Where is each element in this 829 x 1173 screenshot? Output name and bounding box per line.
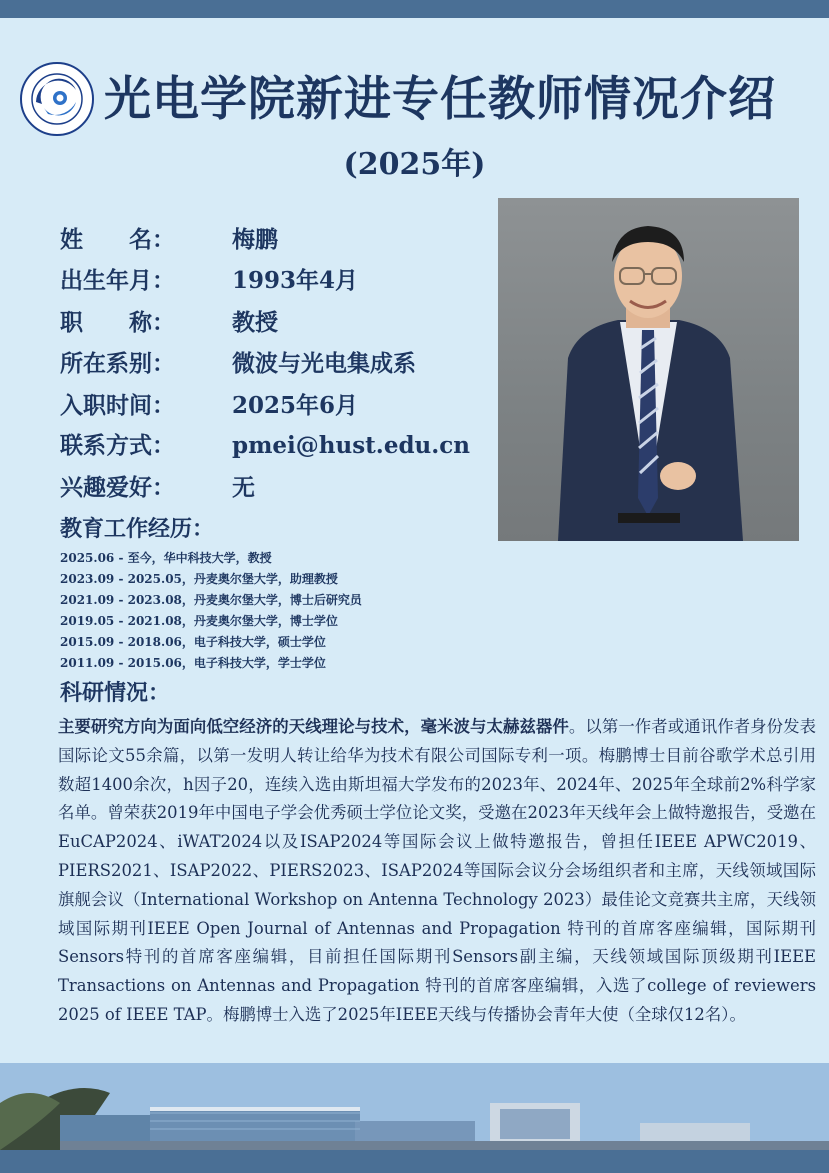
- info-label: 兴趣爱好：: [60, 474, 175, 501]
- info-value: 教授: [232, 309, 278, 336]
- university-seal-icon: [20, 62, 94, 136]
- contact-email[interactable]: pmei@hust.edu.cn: [232, 432, 470, 459]
- research-paragraph: [58, 713, 816, 1030]
- info-value: 2025年6月: [232, 392, 359, 419]
- info-row-department: [60, 344, 490, 384]
- info-label: 所在系别：: [60, 350, 175, 377]
- page-year: (2025年): [343, 147, 486, 182]
- info-row-name: [60, 220, 490, 260]
- info-value: 无: [232, 474, 255, 501]
- research-lead: 主要研究方向为面向低空经济的天线理论与技术，毫米波与太赫兹器件: [58, 717, 569, 736]
- info-row-contact: [60, 426, 490, 466]
- info-value: 梅鹏: [232, 226, 278, 253]
- list-item: 2015.09 - 2018.06，电子科技大学，硕士学位: [60, 635, 326, 649]
- info-label: 联系方式：: [60, 432, 175, 459]
- info-row-title: [60, 303, 490, 343]
- info-row-join-date: [60, 386, 490, 426]
- list-item: 2023.09 - 2025.05，丹麦奥尔堡大学，助理教授: [60, 572, 338, 586]
- info-label: 姓 名：: [60, 226, 175, 253]
- portrait-photo: [498, 198, 799, 541]
- research-body: 。以第一作者或通讯作者身份发表国际论文55余篇，以第一发明人转让给华为技术有限公司国际专利一项。梅鹏博士目前谷歌学术总引用数超1400余次，h因子20，连续入选由斯坦福大学发布的2023年、2024年、2025年全球前2%科学家名单。曾荣获2019年中国电子学会优秀硕士学位论文奖，受邀在2023年天线年会上做特邀报告，受邀在EuCAP2024、iWAT2024以及ISAP2024等国际会议上做特邀报告，曾担任IEEE APWC2019、PIERS2021、ISAP2022、PIERS2023、ISAP2024等国际会议分会场组织者和主席，天线领域国际旗舰会议（International Workshop on Antenna Technology 2023）最佳论文竞赛共主席，天线领域国际期刊IEEE Open Journal of Antennas and Propagation 特刊的首席客座编辑，国际期刊Sensors特刊的首席客座编辑，目前担任国际期刊Sensors副主编，天线领域国际顶级期刊IEEE Transactions on Antennas and Propagation 特刊的首席客座编辑，入选了college of reviewers 2025 of IEEE TAP。梅鹏博士入选了2025年IEEE天线与传播协会青年大使（全球仅12名）。: [58, 717, 817, 1024]
- list-item: 2019.05 - 2021.08，丹麦奥尔堡大学，博士学位: [60, 614, 338, 628]
- info-row-birth: [60, 261, 490, 301]
- info-value: 微波与光电集成系: [232, 350, 416, 377]
- research-heading: 科研情况：: [60, 680, 171, 706]
- education-heading: 教育工作经历：: [60, 516, 215, 542]
- education-list: [60, 548, 480, 674]
- campus-buildings-illustration: [0, 1063, 829, 1150]
- info-row-hobby: [60, 468, 490, 508]
- list-item: 2025.06 - 至今，华中科技大学，教授: [60, 551, 272, 565]
- info-label: 入职时间：: [60, 392, 175, 419]
- list-item: 2021.09 - 2023.08，丹麦奥尔堡大学，博士后研究员: [60, 593, 362, 607]
- top-band: [0, 0, 829, 18]
- list-item: 2011.09 - 2015.06，电子科技大学，学士学位: [60, 656, 326, 670]
- info-value: 1993年4月: [232, 267, 359, 294]
- bottom-band: [0, 1150, 829, 1173]
- info-label: 职 称：: [60, 309, 175, 336]
- info-label: 出生年月：: [60, 267, 175, 294]
- page-title: 光电学院新进专任教师情况介绍: [104, 72, 776, 127]
